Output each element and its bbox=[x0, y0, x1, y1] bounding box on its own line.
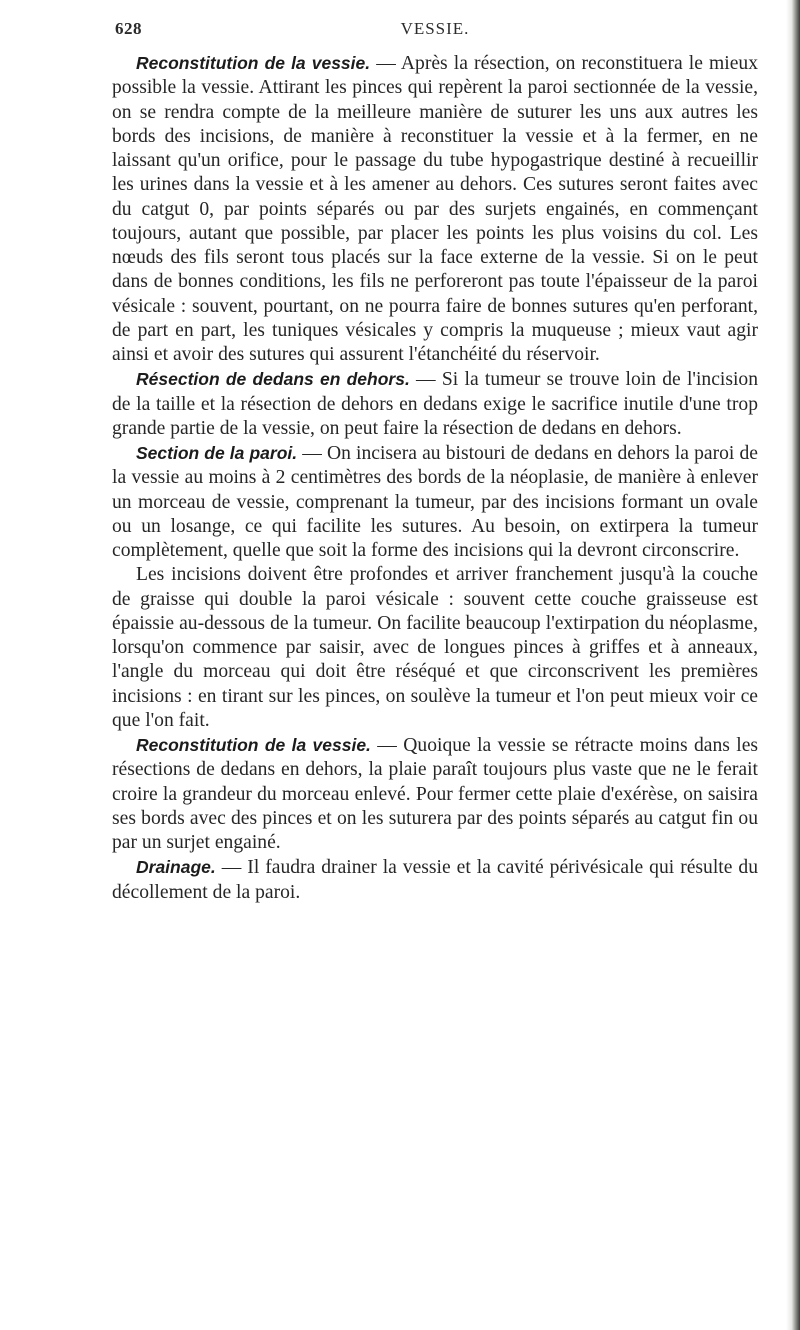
paragraph-heading: Section de la paroi. bbox=[136, 443, 298, 463]
page-edge-shadow bbox=[786, 0, 800, 1330]
text-body bbox=[112, 51, 758, 905]
paragraph-heading: Résection de dedans en dehors. bbox=[136, 369, 410, 390]
running-title: VESSIE. bbox=[400, 19, 470, 38]
page-header bbox=[115, 16, 755, 46]
paragraph-text: Les incisions doivent être profondes et arriver franchement jusqu'à la couche de graisse qui double la paroi vésicale : souvent cette couche graisseuse est épaissie au-dessous de la tumeur. On facilite beaucoup l'extirpation du néoplasme, lorsqu'on commence par saisir, avec de longues pinces à griffes et à anneaux, l'angle du morceau qui doit être réséqué et que circonscrivent les premières incisions : en tirant sur les pinces, on soulève la tumeur et l'on peut mieux voir ce que l'on fait. bbox=[112, 564, 758, 731]
paragraph-drainage bbox=[112, 855, 758, 905]
paragraph-section-paroi bbox=[112, 441, 758, 563]
paragraph-reconstitution-2 bbox=[112, 733, 758, 855]
paragraph-resection-dedans-dehors bbox=[112, 367, 758, 441]
paragraph-heading: Drainage. bbox=[136, 857, 216, 878]
paragraph-text: — Après la résection, on reconstituera le mieux possible la vessie. Attirant les pinces qui repèrent la paroi sectionnée de la vessie, on se rendra compte de la meilleure manière de suturer les uns aux autres les bords des incisions, de manière à reconstituer la vessie et à la fermer, en ne laissant qu'un orifice, pour le passage du tube hypogastrique destiné à recueillir les urines dans la vessie et à les amener au dehors. Ces sutures seront faites avec du catgut 0, par points séparés ou par des surjets engainés, en commençant toujours, autant que possible, par placer les points les plus voisins du col. Les nœuds des fils seront tous placés sur la face externe de la vessie. Si on le peut dans de bonnes conditions, les fils ne perforeront pas toute l'épaisseur de la paroi vésicale : souvent, pourtant, on ne pourra faire de bonnes sutures qu'en perforant, de part en part, les tuniques vésicales y compris la muqueuse ; mieux vaut agir ainsi et avoir des sutures qui assurent l'étanchéité du réservoir. bbox=[112, 53, 759, 365]
page-number: 628 bbox=[115, 19, 142, 38]
paragraph-text: — On incisera au bistouri de dedans en dehors la paroi de la vessie au moins à 2 centimètres des bords de la néoplasie, de manière à enlever un morceau de vessie, comprenant la tumeur, par des incisions formant un ovale ou un losange, ce qui facilite les sutures. Au besoin, on extirpera la tumeur complètement, quelle que soit la forme des incisions qui la devront circonscrire. bbox=[112, 443, 758, 561]
paragraph-reconstitution-1 bbox=[112, 51, 758, 367]
paragraph-text: — Il faudra drainer la vessie et la cavité périvésicale qui résulte du décollement de la paroi. bbox=[112, 857, 758, 903]
paragraph-text: — Quoique la vessie se rétracte moins dans les résections de dedans en dehors, la plaie paraît toujours plus vaste que ne le ferait croire la grandeur du morceau enlevé. Pour fermer cette plaie d'exérèse, on saisira ses bords avec des pinces et on les suturera par des points séparés au catgut fin ou par un surjet engainé. bbox=[112, 735, 759, 853]
paragraph-heading: Reconstitution de la vessie. bbox=[136, 735, 371, 755]
paragraph-heading: Reconstitution de la vessie. bbox=[136, 53, 371, 73]
paragraph-text: — Si la tumeur se trouve loin de l'incision de la taille et la résection de dehors en dedans exige le sacrifice inutile d'une trop grande partie de la vessie, on peut faire la résection de dedans en dehors. bbox=[112, 369, 759, 439]
paragraph-incisions bbox=[112, 563, 758, 733]
